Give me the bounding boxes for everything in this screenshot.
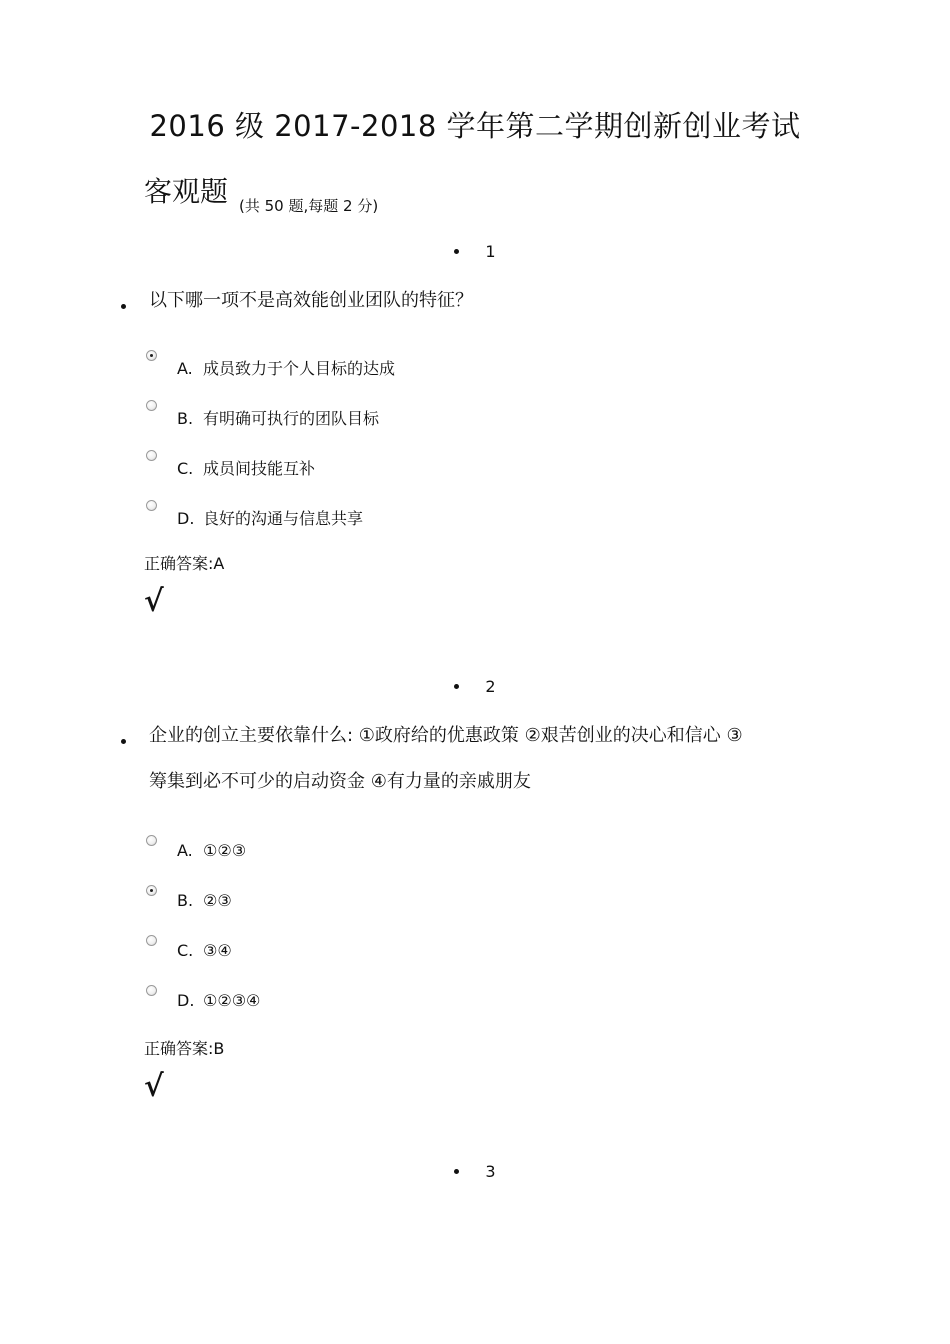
bullet-icon (454, 684, 459, 689)
radio-option-b[interactable] (146, 400, 157, 411)
radio-option-a[interactable] (146, 350, 157, 361)
radio-option-d[interactable] (146, 500, 157, 511)
option-a[interactable]: A. ①②③ (177, 841, 247, 860)
question-number: 2 (0, 677, 950, 696)
question-number: 3 (0, 1162, 950, 1181)
option-c[interactable]: C. ③④ (177, 941, 232, 960)
radio-option-d[interactable] (146, 985, 157, 996)
question-text-line-2: 筹集到必不可少的启动资金 ④有力量的亲戚朋友 (149, 771, 531, 792)
option-d[interactable]: D. ①②③④ (177, 991, 261, 1010)
correct-answer: 正确答案:B (144, 1039, 225, 1058)
section-note: (共 50 题,每题 2 分) (239, 197, 379, 215)
document-title: 2016 级 2017-2018 学年第二学期创新创业考试 (149, 109, 801, 143)
question-text-line-1: 企业的创立主要依靠什么: ①政府给的优惠政策 ②艰苦创业的决心和信心 ③ (149, 725, 743, 746)
bullet-icon (121, 739, 126, 744)
check-mark-icon: √ (144, 1069, 164, 1104)
bullet-icon (454, 1169, 459, 1174)
bullet-icon (454, 249, 459, 254)
radio-option-a[interactable] (146, 835, 157, 846)
correct-answer: 正确答案:A (144, 554, 225, 573)
radio-option-c[interactable] (146, 450, 157, 461)
option-c[interactable]: C. 成员间技能互补 (177, 459, 316, 478)
option-b[interactable]: B. ②③ (177, 891, 232, 910)
question-number: 1 (0, 242, 950, 261)
bullet-icon (121, 304, 126, 309)
option-d[interactable]: D. 良好的沟通与信息共享 (177, 509, 364, 528)
check-mark-icon: √ (144, 584, 164, 619)
section-heading: 客观题 (144, 175, 229, 208)
radio-option-c[interactable] (146, 935, 157, 946)
question-text: 以下哪一项不是高效能创业团队的特征？ (149, 290, 473, 311)
option-a[interactable]: A. 成员致力于个人目标的达成 (177, 359, 396, 378)
radio-option-b[interactable] (146, 885, 157, 896)
option-b[interactable]: B. 有明确可执行的团队目标 (177, 409, 380, 428)
